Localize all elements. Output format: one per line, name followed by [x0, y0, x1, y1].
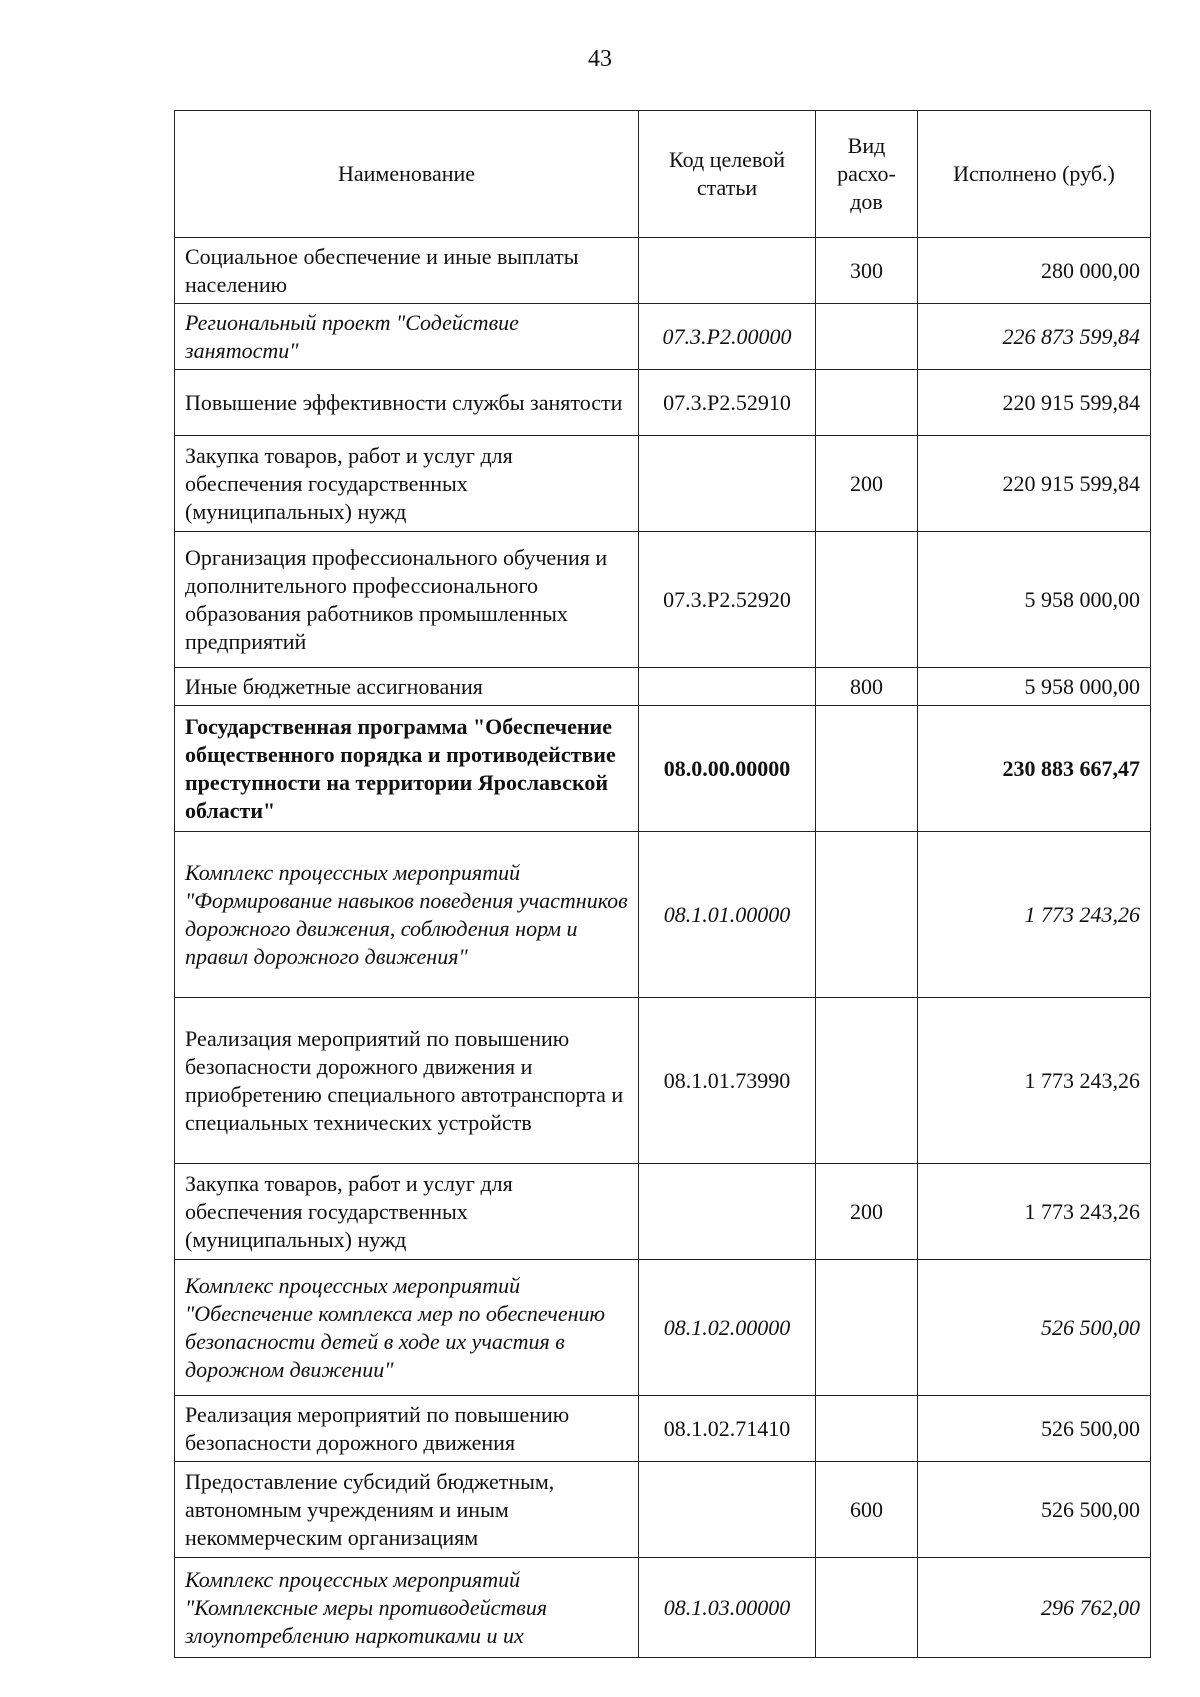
table-row: [175, 1462, 1151, 1558]
row-code: [639, 436, 816, 532]
row-code: 07.3.P2.52910: [639, 370, 816, 436]
row-code: [639, 1462, 816, 1558]
row-type: [816, 532, 918, 668]
row-type: 200: [816, 436, 918, 532]
row-type: 200: [816, 1164, 918, 1260]
row-sum: 226 873 599,84: [918, 304, 1151, 370]
table-row: [175, 304, 1151, 370]
row-type: [816, 1396, 918, 1462]
row-sum: 230 883 667,47: [918, 706, 1151, 832]
row-code: 08.1.01.73990: [639, 998, 816, 1164]
row-name: Региональный проект "Содействие занятости": [175, 304, 639, 370]
row-name: Комплекс процессных мероприятий "Обеспечение комплекса мер по обеспечению безопасности детей в ходе их участия в дорожном движении": [175, 1260, 639, 1396]
row-sum: 280 000,00: [918, 238, 1151, 304]
table-row: [175, 1164, 1151, 1260]
table-row: [175, 998, 1151, 1164]
row-code: 08.1.03.00000: [639, 1558, 816, 1658]
table-row: [175, 238, 1151, 304]
row-code: 07.3.P2.52920: [639, 532, 816, 668]
header-code: Код целевой статьи: [639, 111, 816, 238]
row-sum: 1 773 243,26: [918, 832, 1151, 998]
table-row: [175, 706, 1151, 832]
row-code: [639, 1164, 816, 1260]
row-type: [816, 832, 918, 998]
row-sum: 526 500,00: [918, 1396, 1151, 1462]
row-name: Комплекс процессных мероприятий "Формирование навыков поведения участников дорожного движения, соблюдения норм и правил дорожного движения": [175, 832, 639, 998]
row-code: 08.1.02.00000: [639, 1260, 816, 1396]
table-row: [175, 532, 1151, 668]
row-sum: 1 773 243,26: [918, 1164, 1151, 1260]
row-name: Реализация мероприятий по повышению безопасности дорожного движения и приобретению специального автотранспорта и специальных технических устройств: [175, 998, 639, 1164]
row-name: Организация профессионального обучения и дополнительного профессионального образования работников промышленных предприятий: [175, 532, 639, 668]
row-type: [816, 706, 918, 832]
row-sum: 1 773 243,26: [918, 998, 1151, 1164]
row-name: Закупка товаров, работ и услуг для обеспечения государственных (муниципальных) нужд: [175, 436, 639, 532]
budget-table: [174, 110, 1151, 1658]
row-code: [639, 238, 816, 304]
row-sum: 220 915 599,84: [918, 436, 1151, 532]
row-type: 800: [816, 668, 918, 706]
table-row: [175, 436, 1151, 532]
row-name: Социальное обеспечение и иные выплаты населению: [175, 238, 639, 304]
table-row: [175, 832, 1151, 998]
row-type: 300: [816, 238, 918, 304]
row-sum: 296 762,00: [918, 1558, 1151, 1658]
row-code: 08.0.00.00000: [639, 706, 816, 832]
row-code: 07.3.P2.00000: [639, 304, 816, 370]
row-sum: 220 915 599,84: [918, 370, 1151, 436]
row-type: [816, 1260, 918, 1396]
row-sum: 526 500,00: [918, 1260, 1151, 1396]
row-name: Повышение эффективности службы занятости: [175, 370, 639, 436]
row-type: [816, 304, 918, 370]
header-sum: Исполнено (руб.): [918, 111, 1151, 238]
row-type: [816, 1558, 918, 1658]
row-code: 08.1.02.71410: [639, 1396, 816, 1462]
header-type: Вид расхо-дов: [816, 111, 918, 238]
page-number: 43: [588, 46, 612, 72]
table-row: [175, 1260, 1151, 1396]
row-code: [639, 668, 816, 706]
table-header-row: [175, 111, 1151, 238]
table-row: [175, 1558, 1151, 1658]
row-name: Комплекс процессных мероприятий "Комплексные меры противодействия злоупотреблению наркотиками и их: [175, 1558, 639, 1658]
row-code: 08.1.01.00000: [639, 832, 816, 998]
row-type: [816, 998, 918, 1164]
table-row: [175, 1396, 1151, 1462]
row-name: Предоставление субсидий бюджетным, автономным учреждениям и иным некоммерческим организациям: [175, 1462, 639, 1558]
table-row: [175, 370, 1151, 436]
row-type: 600: [816, 1462, 918, 1558]
header-name: Наименование: [175, 111, 639, 238]
row-name: Реализация мероприятий по повышению безопасности дорожного движения: [175, 1396, 639, 1462]
row-type: [816, 370, 918, 436]
table-row: [175, 668, 1151, 706]
row-name: Иные бюджетные ассигнования: [175, 668, 639, 706]
row-sum: 5 958 000,00: [918, 532, 1151, 668]
row-sum: 526 500,00: [918, 1462, 1151, 1558]
row-name: Государственная программа "Обеспечение общественного порядка и противодействие преступности на территории Ярославской области": [175, 706, 639, 832]
row-sum: 5 958 000,00: [918, 668, 1151, 706]
row-name: Закупка товаров, работ и услуг для обеспечения государственных (муниципальных) нужд: [175, 1164, 639, 1260]
table-body: [175, 238, 1151, 1658]
